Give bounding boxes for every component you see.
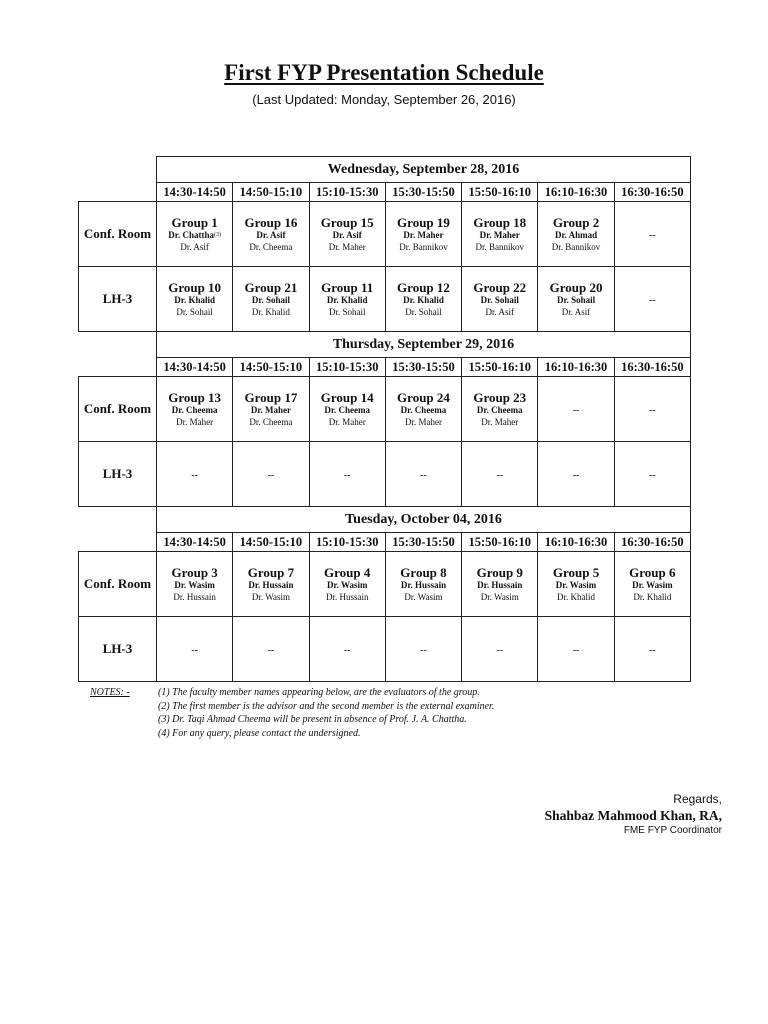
empty-slot [614,267,690,332]
advisor-name [462,295,537,306]
time-slot: 14:30-14:50 [157,358,233,377]
corner-blank [79,507,157,533]
advisor-text: Dr. Maher [250,405,291,415]
advisor-text: Dr. Wasim [632,580,673,590]
note-2: (2) The first member is the advisor and the second member is the external examiner. [158,700,495,712]
advisor-name [157,295,232,306]
group-cell [385,202,461,267]
advisor-name [233,580,308,591]
empty-dash: -- [649,295,656,306]
advisor-text: Dr. Cheema [476,405,523,415]
group-name: Group 23 [473,390,527,405]
examiner-name: Dr. Hussain [173,592,216,602]
day-header: Thursday, September 29, 2016 [157,332,691,358]
advisor-text: Dr. Maher [403,230,444,240]
group-cell [309,267,385,332]
advisor-name [310,405,385,416]
group-cell [385,552,461,617]
room-label: Conf. Room [79,377,157,442]
empty-dash: -- [572,405,580,416]
room-label: LH-3 [79,617,157,682]
advisor-text: Dr. Ahmad [554,230,598,240]
advisor-text: Dr. Asif [332,230,362,240]
note-3: (3) Dr. Taqi Ahmad Cheema will be present in absence of Prof. J. A. Chattha. [158,714,467,725]
group-name: Group 20 [549,280,603,295]
empty-slot [462,442,538,507]
advisor-name [386,295,461,306]
group-cell [157,202,233,267]
time-slot: 15:10-15:30 [309,183,385,202]
advisor-text: Dr. Khalid [174,295,215,305]
time-slot: 15:30-15:50 [385,183,461,202]
time-slot: 15:50-16:10 [462,183,538,202]
empty-dash: -- [420,645,427,656]
empty-slot [309,442,385,507]
time-slot: 15:10-15:30 [309,358,385,377]
time-slot: 15:50-16:10 [462,533,538,552]
group-name: Group 18 [473,215,527,230]
advisor-name [233,405,308,416]
empty-slot [538,377,614,442]
examiner-name: Dr. Khalid [557,592,596,602]
advisor-name [310,295,385,306]
examiner-name: Dr. Bannikov [399,242,448,252]
examiner-name: Dr. Maher [404,417,442,427]
time-slot: 16:10-16:30 [538,358,614,377]
time-slot: 14:50-15:10 [233,358,309,377]
group-name: Group 11 [321,280,374,295]
advisor-name [462,580,537,591]
examiner-name: Dr. Sohail [176,307,213,317]
empty-dash: -- [420,470,427,481]
time-slot: 16:10-16:30 [538,183,614,202]
signatory-role: FME FYP Coordinator [623,825,722,836]
time-slot: 16:30-16:50 [614,183,690,202]
group-cell [233,552,309,617]
advisor-name [386,230,461,241]
advisor-text: Dr. Khalid [326,295,368,305]
group-cell [233,267,309,332]
examiner-name: Dr. Asif [561,307,591,317]
advisor-text: Dr. Hussain [400,580,447,590]
group-name: Group 16 [244,215,298,230]
advisor-name [462,405,537,416]
empty-slot [614,442,690,507]
group-name: Group 24 [397,390,450,405]
advisor-text: Dr. Cheema [324,405,371,415]
empty-dash: -- [496,645,504,656]
advisor-name [462,230,537,241]
note-4: (4) For any query, please contact the undersigned. [158,727,361,739]
document-title: First FYP Presentation Schedule [224,60,544,85]
empty-slot [233,617,309,682]
schedule-table [78,156,691,682]
group-name: Group 7 [247,565,295,580]
group-name: Group 1 [171,215,218,230]
group-cell [309,552,385,617]
advisor-name [233,230,308,241]
empty-dash: -- [343,470,351,481]
advisor-name [538,295,613,306]
advisor-text: Dr. Hussain [248,580,294,590]
examiner-name: Dr. Cheema [249,417,293,427]
examiner-name: Dr. Asif [180,242,209,252]
empty-slot [614,617,690,682]
advisor-name [233,295,308,306]
empty-dash: -- [267,645,275,656]
corner-blank [79,533,157,552]
empty-slot [462,617,538,682]
advisor-text: Dr. Sohail [556,295,596,305]
group-cell [157,267,233,332]
advisor-text: Dr. Khalid [403,295,444,305]
group-name: Group 15 [320,215,374,230]
group-name: Group 4 [324,565,371,580]
note-1: (1) The faculty member names appearing below, are the evaluators of the group. [158,687,480,698]
empty-slot [385,617,461,682]
room-label: LH-3 [79,267,157,332]
advisor-text: Dr. Wasim [326,580,368,590]
advisor-text: Dr. Wasim [555,580,597,590]
empty-dash: -- [649,405,656,416]
group-cell [157,377,233,442]
group-cell [233,377,309,442]
group-cell [309,377,385,442]
advisor-text: Dr. Cheema [171,405,218,415]
advisor-text: Dr. Wasim [174,580,215,590]
advisor-text: Dr. Maher [479,230,520,240]
time-slot: 16:10-16:30 [538,533,614,552]
group-cell [538,267,614,332]
group-name: Group 17 [244,390,298,405]
notes [90,686,494,740]
advisor-name [538,230,613,241]
examiner-name: Dr. Bannikov [475,242,525,252]
group-cell [385,377,461,442]
group-cell [462,377,538,442]
group-cell [538,202,614,267]
time-slot: 15:30-15:50 [385,358,461,377]
empty-slot [614,377,690,442]
time-slot: 14:30-14:50 [157,533,233,552]
examiner-name: Dr. Wasim [404,592,443,602]
empty-dash: -- [572,645,580,656]
advisor-text: Dr. Asif [256,230,286,240]
group-name: Group 12 [397,280,450,295]
advisor-name [310,230,385,241]
advisor-text: Dr. Sohail [480,295,519,305]
advisor-name [157,405,232,416]
advisor-name [310,580,385,591]
group-cell [462,202,538,267]
group-cell [538,552,614,617]
group-name: Group 13 [168,390,222,405]
group-name: Group 10 [168,280,222,295]
examiner-name: Dr. Wasim [251,592,290,602]
group-cell [309,202,385,267]
examiner-name: Dr. Bannikov [551,242,601,252]
time-slot: 16:30-16:50 [614,533,690,552]
advisor-name [386,580,461,591]
corner-blank [79,183,157,202]
advisor-text: Dr. Sohail [251,295,291,305]
room-label: LH-3 [79,442,157,507]
room-label: Conf. Room [79,552,157,617]
group-name: Group 21 [244,280,298,295]
regards: Regards, [673,792,722,806]
empty-dash: -- [267,470,275,481]
empty-slot [157,442,233,507]
examiner-name: Dr. Cheema [249,242,293,252]
group-name: Group 5 [552,565,600,580]
empty-dash: -- [649,645,656,656]
day-header: Wednesday, September 28, 2016 [157,157,691,183]
group-name: Group 22 [473,280,527,295]
last-updated: (Last Updated: Monday, September 26, 2016) [252,92,516,107]
empty-slot [538,617,614,682]
empty-slot [233,442,309,507]
empty-slot [157,617,233,682]
examiner-name: Dr. Asif [485,307,515,317]
group-name: Group 3 [171,565,218,580]
examiner-name: Dr. Wasim [480,592,519,602]
time-slot: 14:30-14:50 [157,183,233,202]
advisor-text: Dr. Cheema [400,405,447,415]
empty-dash: -- [191,645,198,656]
time-slot: 16:30-16:50 [614,358,690,377]
time-slot: 14:50-15:10 [233,533,309,552]
time-slot: 15:50-16:10 [462,358,538,377]
advisor-name [157,580,232,591]
empty-dash: -- [496,470,504,481]
empty-slot [614,202,690,267]
advisor-name [615,580,690,591]
corner-blank [79,157,157,183]
group-cell [385,267,461,332]
empty-dash: -- [649,230,656,241]
footnote-marker: (3) [213,232,221,238]
examiner-name: Dr. Khalid [633,592,672,602]
day-header: Tuesday, October 04, 2016 [157,507,691,533]
group-cell [233,202,309,267]
group-cell [462,267,538,332]
notes-label: NOTES: - [90,687,130,698]
time-slot: 15:30-15:50 [385,533,461,552]
examiner-name: Dr. Khalid [251,307,290,317]
signatory-name: Shahbaz Mahmood Khan, RA, [544,808,722,823]
group-name: Group 9 [476,565,523,580]
examiner-name: Dr. Maher [481,417,519,427]
examiner-name: Dr. Maher [176,417,214,427]
examiner-name: Dr. Sohail [405,307,442,317]
group-name: Group 8 [400,565,447,580]
room-label: Conf. Room [79,202,157,267]
corner-blank [79,332,157,358]
advisor-name [157,230,232,241]
group-name: Group 6 [629,565,676,580]
group-cell [157,552,233,617]
advisor-name [386,405,461,416]
advisor-name [538,580,613,591]
empty-dash: -- [191,470,198,481]
empty-slot [538,442,614,507]
advisor-text: Dr. Hussain [477,580,523,590]
time-slot: 14:50-15:10 [233,183,309,202]
examiner-name: Dr. Maher [328,417,366,427]
group-name: Group 14 [320,390,374,405]
examiner-name: Dr. Sohail [328,307,366,317]
empty-slot [385,442,461,507]
empty-dash: -- [572,470,580,481]
group-cell [462,552,538,617]
empty-dash: -- [343,645,351,656]
group-name: Group 2 [552,215,600,230]
group-cell [614,552,690,617]
corner-blank [79,358,157,377]
group-name: Group 19 [397,215,450,230]
examiner-name: Dr. Hussain [325,592,369,602]
examiner-name: Dr. Maher [328,242,366,252]
time-slot: 15:10-15:30 [309,533,385,552]
empty-dash: -- [649,470,656,481]
empty-slot [309,617,385,682]
advisor-text: Dr. Chattha [168,230,214,240]
